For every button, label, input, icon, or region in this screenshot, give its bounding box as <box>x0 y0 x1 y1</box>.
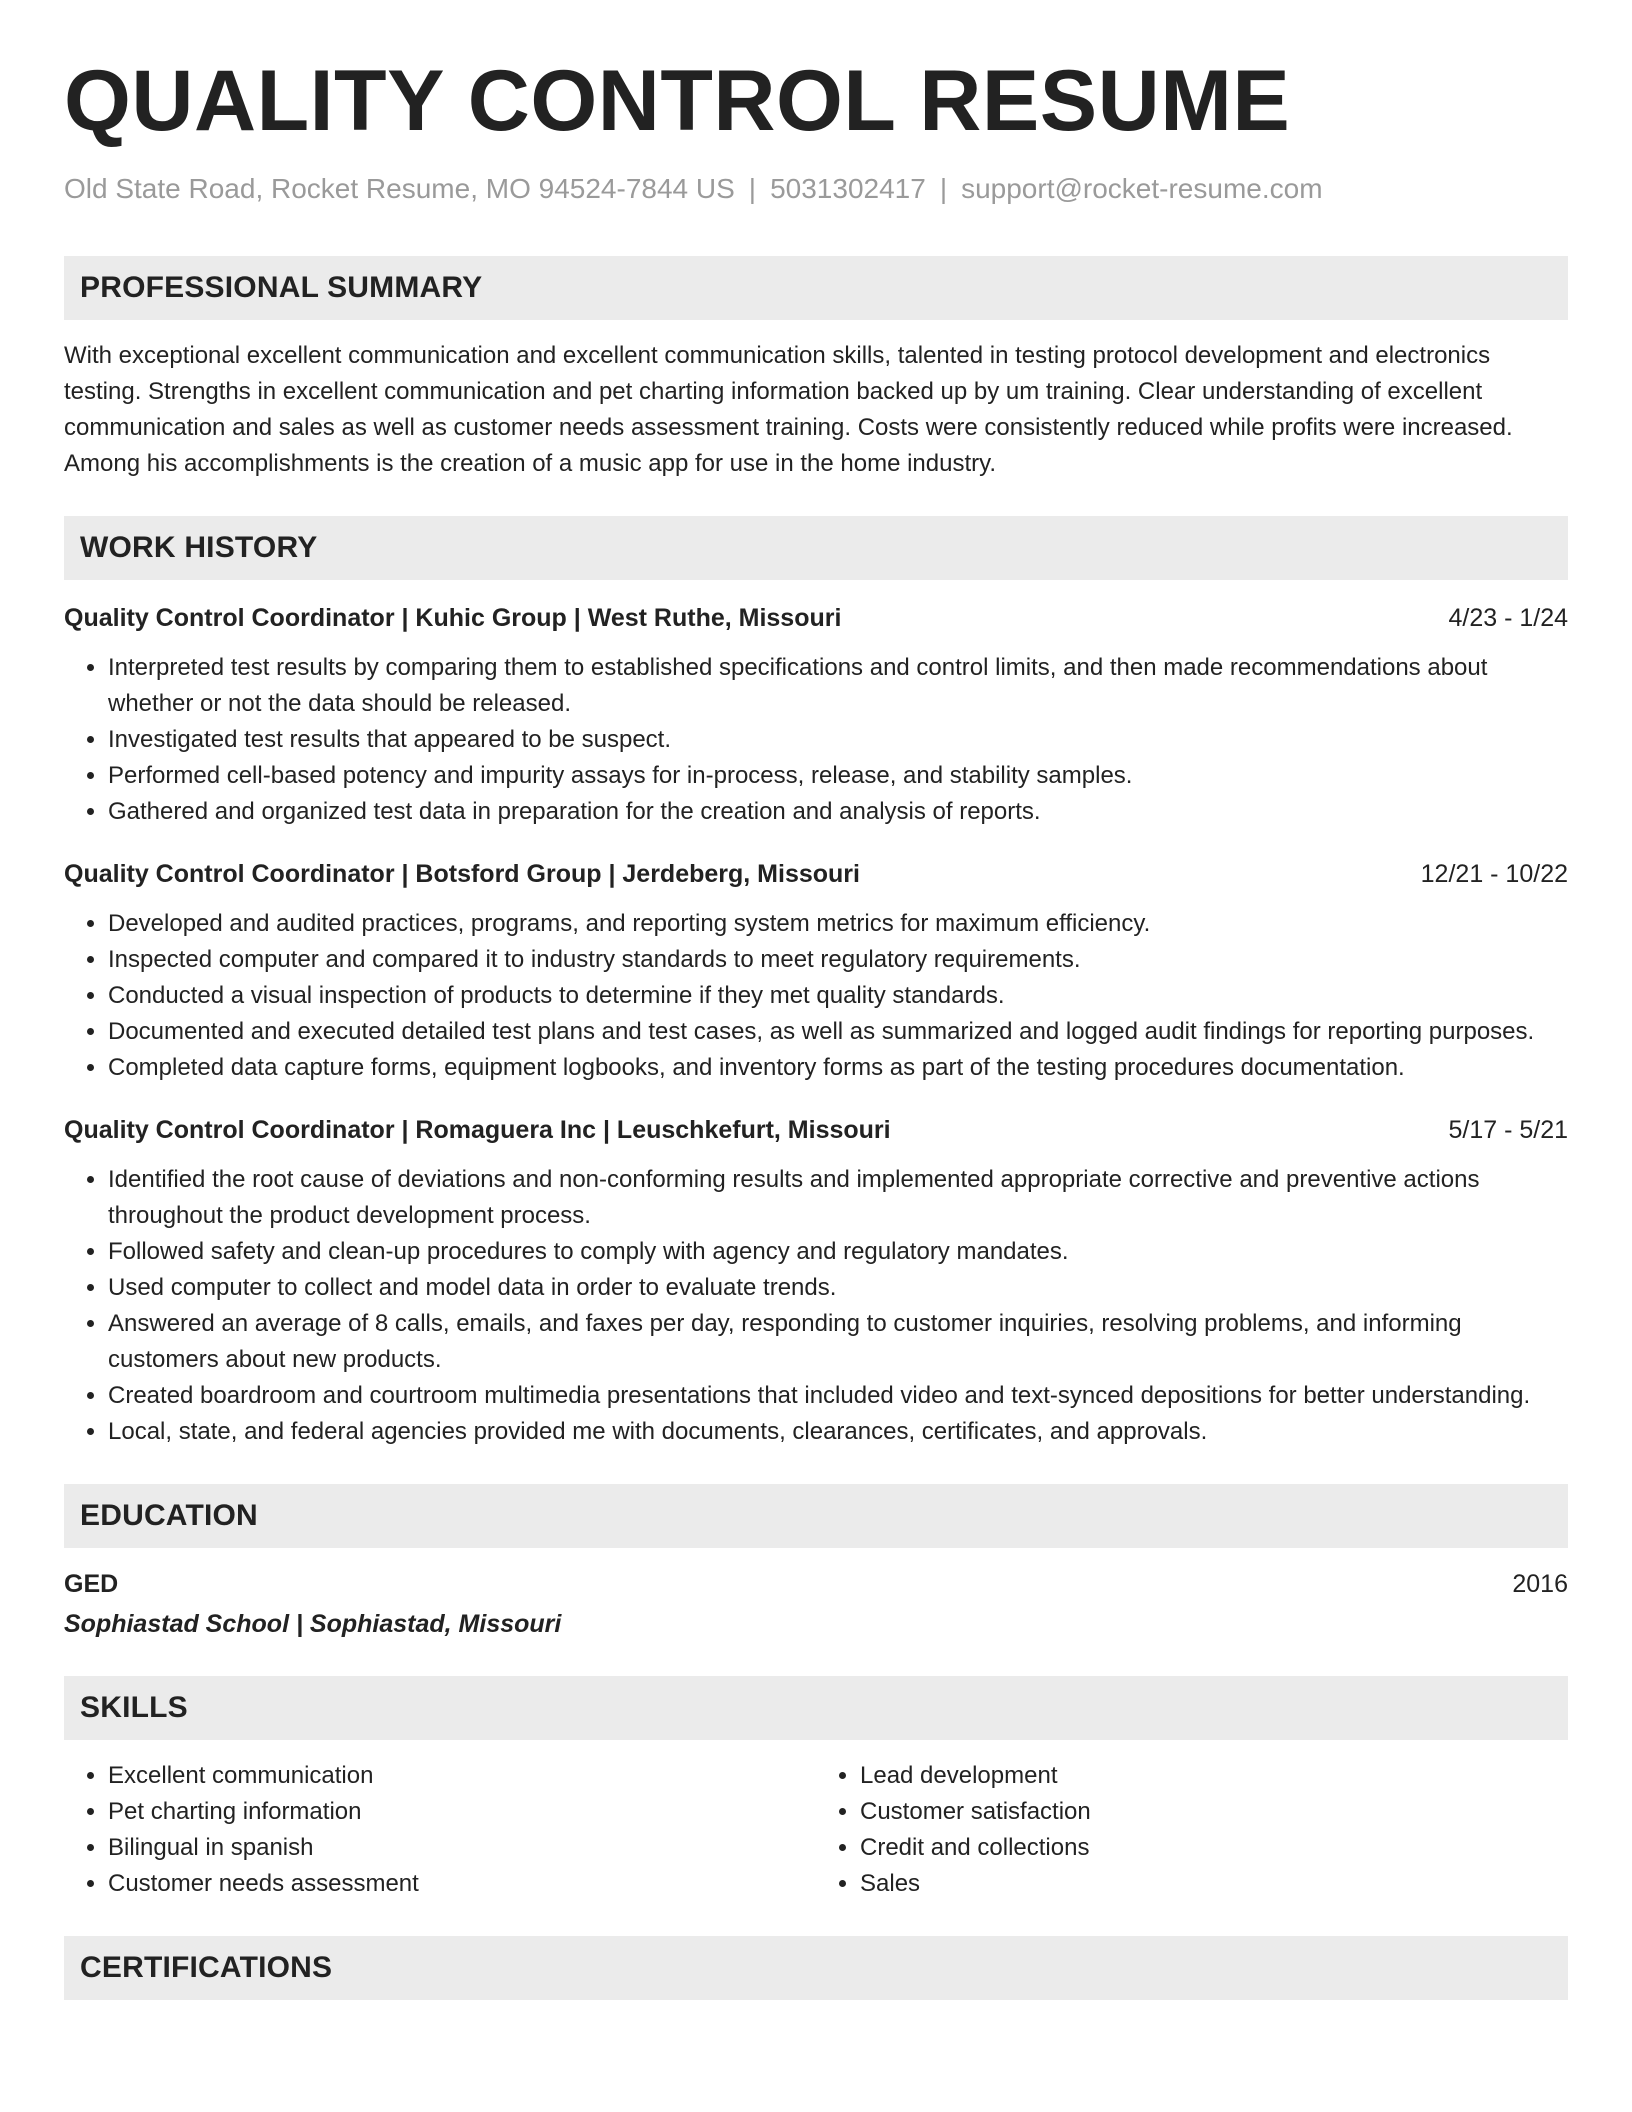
job-bullet: • Used computer to collect and model data in order to evaluate trends. <box>108 1270 1568 1306</box>
job-bullet: • Inspected computer and compared it to industry standards to meet regulatory requirements. <box>108 942 1568 978</box>
job-bullet: • Identified the root cause of deviations and non-conforming results and implemented appropriate corrective and preventive actions throughout the product development process. <box>108 1162 1568 1234</box>
job-bullets <box>64 906 1568 1086</box>
job-bullet: • Local, state, and federal agencies provided me with documents, clearances, certificates, and approvals. <box>108 1414 1568 1450</box>
education-degree: GED <box>64 1569 119 1598</box>
contact-email: support@rocket-resume.com <box>961 173 1323 204</box>
job-entry <box>64 600 1568 830</box>
job-bullet: • Gathered and organized test data in preparation for the creation and analysis of reports. <box>108 794 1568 830</box>
job-bullet: • Created boardroom and courtroom multimedia presentations that included video and text-synced depositions for better understanding. <box>108 1378 1568 1414</box>
skill-item: • Lead development <box>860 1758 1568 1794</box>
skill-item: • Pet charting information <box>108 1794 816 1830</box>
job-bullet: • Conducted a visual inspection of products to determine if they met quality standards. <box>108 978 1568 1014</box>
job-title: Quality Control Coordinator | Romaguera Inc | Leuschkefurt, Missouri <box>64 1115 891 1144</box>
contact-phone: 5031302417 <box>770 173 926 204</box>
section-heading-summary: PROFESSIONAL SUMMARY <box>64 256 1568 320</box>
skill-item: • Credit and collections <box>860 1830 1568 1866</box>
skills-section <box>64 1676 1568 1902</box>
contact-address: Old State Road, Rocket Resume, MO 94524-7844 US <box>64 173 735 204</box>
education-school: Sophiastad School | Sophiastad, Missouri <box>64 1609 562 1638</box>
job-bullet: • Performed cell-based potency and impurity assays for in-process, release, and stability samples. <box>108 758 1568 794</box>
section-heading-work-history: WORK HISTORY <box>64 516 1568 580</box>
skill-item: • Excellent communication <box>108 1758 816 1794</box>
contact-separator: | <box>939 173 948 204</box>
job-bullet: • Documented and executed detailed test plans and test cases, as well as summarized and logged audit findings for reporting purposes. <box>108 1014 1568 1050</box>
section-heading-skills: SKILLS <box>64 1676 1568 1740</box>
job-dates: 12/21 - 10/22 <box>1420 859 1568 888</box>
skills-column-left <box>64 1758 816 1902</box>
education-header <box>64 1566 1568 1602</box>
skills-list <box>816 1758 1568 1902</box>
summary-section <box>64 256 1568 482</box>
job-bullet: • Followed safety and clean-up procedures to comply with agency and regulatory mandates. <box>108 1234 1568 1270</box>
resume-title: QUALITY CONTROL RESUME <box>64 53 1291 149</box>
certifications-section <box>64 1936 1568 2000</box>
job-header <box>64 856 1568 892</box>
job-bullet: • Answered an average of 8 calls, emails, and faxes per day, responding to customer inquiries, resolving problems, and informing customers about new products. <box>108 1306 1568 1378</box>
job-dates: 5/17 - 5/21 <box>1448 1115 1568 1144</box>
skills-list <box>64 1758 816 1902</box>
skill-item: • Sales <box>860 1866 1568 1902</box>
job-bullet: • Completed data capture forms, equipment logbooks, and inventory forms as part of the testing procedures documentation. <box>108 1050 1568 1086</box>
job-bullets <box>64 1162 1568 1450</box>
education-section <box>64 1484 1568 1642</box>
skill-item: • Customer needs assessment <box>108 1866 816 1902</box>
contact-separator: | <box>748 173 757 204</box>
job-header <box>64 1112 1568 1148</box>
job-entry <box>64 1112 1568 1450</box>
job-bullets <box>64 650 1568 830</box>
job-dates: 4/23 - 1/24 <box>1448 603 1568 632</box>
job-title: Quality Control Coordinator | Botsford Group | Jerdeberg, Missouri <box>64 859 860 888</box>
skill-item: • Customer satisfaction <box>860 1794 1568 1830</box>
skills-grid <box>64 1758 1568 1902</box>
job-bullet: • Developed and audited practices, programs, and reporting system metrics for maximum efficiency. <box>108 906 1568 942</box>
education-year: 2016 <box>1512 1569 1568 1598</box>
job-header <box>64 600 1568 636</box>
section-heading-education: EDUCATION <box>64 1484 1568 1548</box>
job-title: Quality Control Coordinator | Kuhic Group | West Ruthe, Missouri <box>64 603 842 632</box>
skill-item: • Bilingual in spanish <box>108 1830 816 1866</box>
job-bullet: • Interpreted test results by comparing them to established specifications and control limits, and then made recommendations about whether or not the data should be released. <box>108 650 1568 722</box>
work-history-section <box>64 516 1568 1450</box>
job-bullet: • Investigated test results that appeared to be suspect. <box>108 722 1568 758</box>
skills-column-right <box>816 1758 1568 1902</box>
job-entry <box>64 856 1568 1086</box>
summary-text: With exceptional excellent communication and excellent communication skills, talented in testing protocol development and electronics testing. Strengths in excellent communication and pet charting information backed up by um training. Clear understanding of excellent communication and sales as well as customer needs assessment training. Costs were consistently reduced while profits were increased. Among his accomplishments is the creation of a music app for use in the home industry. <box>64 341 1513 477</box>
section-heading-certifications: CERTIFICATIONS <box>64 1936 1568 2000</box>
contact-line <box>64 172 1568 206</box>
education-entry <box>64 1566 1568 1642</box>
